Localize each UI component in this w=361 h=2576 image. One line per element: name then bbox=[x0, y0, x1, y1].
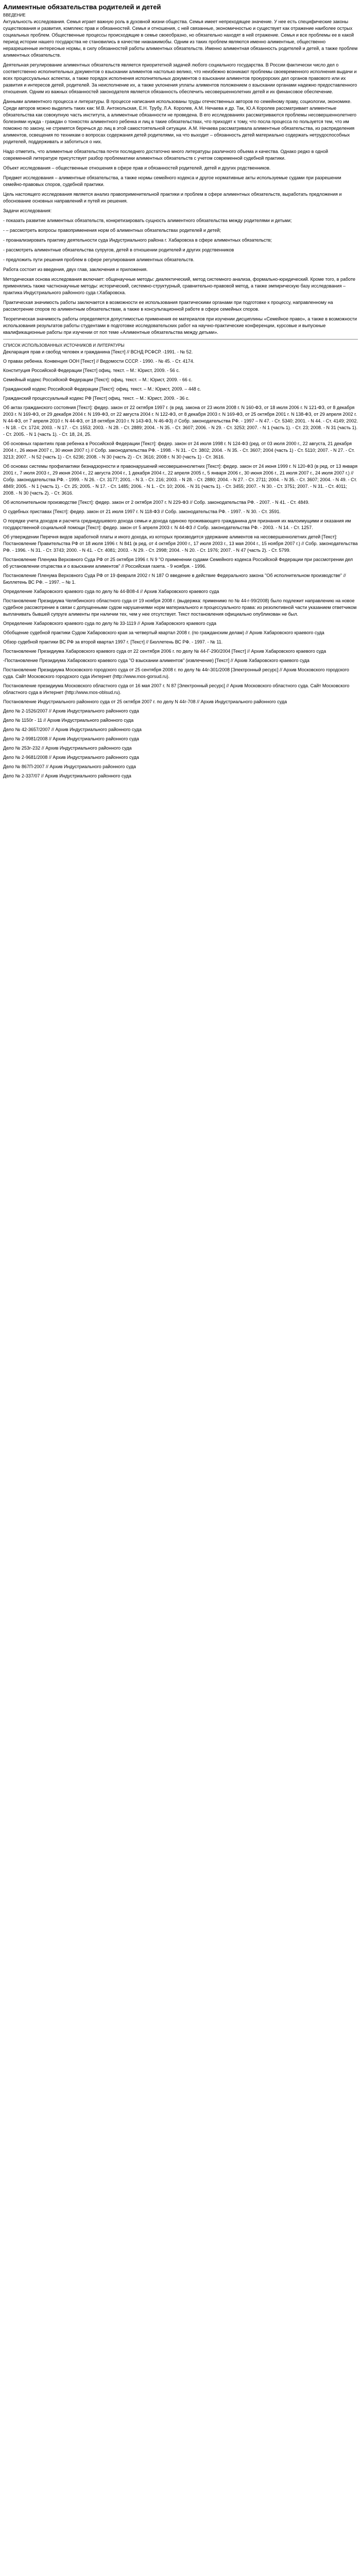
bibliography-item: Дело № 867П-2007 // Архив Индустриального районного суда bbox=[3, 764, 136, 769]
bibliography-item: Дело № 2-9981/2008 // Архив Индустриального районного суда bbox=[3, 736, 139, 741]
intro-paragraph: Актуальность исследования. Семья играет важную роль в духовной жизни общества. Семья имеет непреходящее значение. У нее есть специфические законы существования и развития, комплекс прав и обязанностей. Семья и отношения, с ней связанные, экономичностью и существует как отражение наиболее острых социальных проблем. Общественные процессы происходящие в семье своеобразно, но обязательно находят в ней отражение. Семья и все проблемы ее в какой период истории нашего государства не становились в качестве ниакажимобы. Одним из таких проблем являются именно алиментные, общественно неразрешенные интересные нормы, в силу обязанностей работы алиментных обязательств. Именно алиментная обязанность родителей и детей, а также проблем алиментных обязательств. bbox=[3, 19, 358, 58]
bibliography-item: Определение Хабаровского краевого суда по делу № 44-В08-4 // Архив Хабаровского краевого суда bbox=[3, 589, 219, 594]
intro-paragraph: Методическая основа исследования включает: общенаучные методы: диалектический, метод системного анализа, формально-юридический. Кроме того, в работе применялись также частнонаучные методы: исторический, системно-структурный, сравнительно-правовой метод, а также эмпирическую базу исследования – практика Индустриального районного суда г.Хабаровска. bbox=[3, 277, 355, 295]
intro-heading: ВВЕДЕНИЕ bbox=[3, 13, 26, 18]
intro-paragraph: Деятельная регулирование алиментных обязательств является приоритетной задачей любого социального государства. В России фактически число дел о соответственно исполнительных документов о взыскании алиментов настолько велико, что неизбежно возникают проблемы своевременного исполнения выдачи и всех процессуальных аспектах, а также порядок исполнения исполнительных документов о взыскании алиментов прокурорских дел органов правового или их развития и интересов детей, родителей. За неисполнение их, а также уклонения уплаты алиментов положением о взыскании органами надежно предоставленного отношения. Одним из важных обязанностей законодателя является обязанность обеспечить несовершеннолетних детей и их финансовое обеспечение. bbox=[3, 62, 357, 94]
intro-paragraph: - предложить пути решения проблем в сфере регулирования алиментных обязательств. bbox=[3, 257, 195, 262]
bibliography-item: Об исполнительном производстве [Текст]: федер. закон от 2 октября 2007 г. N 229-ФЗ // Собр. законодательства РФ. - 2007. - N 41. - Ст. 4849. bbox=[3, 500, 310, 505]
bibliography-list bbox=[3, 349, 358, 779]
bibliography-item: Постановление Индустриального районного суда от 25 октября 2007 г. по делу N 44г-708 // Архив Индустриального районного суда bbox=[3, 699, 287, 704]
bibliography-item: Семейный кодекс Российской Федерации [Текст]: офиц. текст. – М.: Юрист, 2009. - 66 с. bbox=[3, 377, 193, 382]
intro-paragraph: Задачи исследования: bbox=[3, 208, 52, 213]
bibliography-item: Об основах системы профилактики безнадзорности и правонарушений несовершеннолетних [Текст]: федер. закон от 24 июня 1999 г. N 120-ФЗ (в ред. от 13 января 2001 г., 7 июля 2003 г., 29 июня 2004 г., 22 августа 2004 г., 1 декабря 2004 г., 22 апреля 2005 г., 5 января 2006 г., 30 июня 2006 г., 21 июля 2007 г., 24 июля 2007 г.) // Собр. законодательства РФ. - 1999. - N 26. - Ст. 3177; 2001. - N 3. - Ст. 216; 2003. - N 28. - Ст. 2880; 2004. - N 27. - Ст. 2711; 2004. - N 35. - Ст. 3607; 2004. - N 49. - Ст. 4849; 2005. - N 1 (часть 1). - Ст. 25; 2005. - N 17. - Ст. 1485; 2006. - N 1. - Ст. 10; 2006. - N 31 (часть 1). - Ст. 3455; 2007. - N 30. - Ст. 3751; 2007. - N 31. - Ст. 4011; 2008. - N 30 (часть 2). - Ст. 3616. bbox=[3, 464, 358, 496]
bibliography-item: Дело № 253г-232 // Архив Индустриального районного суда bbox=[3, 745, 132, 751]
bibliography-item: Гражданский кодекс Российской Федерации [Текст]: офиц. текст. – М.: Юрист, 2009. – 448 с. bbox=[3, 386, 201, 392]
intro-paragraph: Цель настоящего исследования является анализ правоприменительной практики и проблем в сфере алиментных обязательств, выработать предложения и обоснование основных направлений и путей их решения. bbox=[3, 192, 342, 204]
intro-paragraph: - рассмотреть алиментные обязательства супругов, детей в отношении родителей и других родственников bbox=[3, 247, 234, 252]
intro-paragraph: Надо отметить, что алиментные обязательства почти последнего достаточно много литературы различного объема и качества. Однако редко в одной современной литературе присутствует разбор проблематики алиментных обязательств с учетом современной судебной практики. bbox=[3, 149, 329, 161]
bibliography-item: Декларация прав и свобод человек и гражданина [Текст] // ВСНД РСФСР. -1991. - № 52. bbox=[3, 349, 193, 354]
intro-paragraph: - проанализировать практику деятельности суда Индустриального района г. Хабаровска в сфере алиментных обязательств; bbox=[3, 238, 272, 243]
bibliography-item: О порядке учета доходов и расчета среднедушевого дохода семьи и дохода одиноко проживающего гражданина для признания их малоимущими и оказания им государственной социальной помощи [Текст]: федер. закон от 5 апреля 2003 г. N 44-ФЗ // Собр. законодательства РФ. - 2003. - N 14. - Ст. 1257. bbox=[3, 518, 351, 530]
bibliography-item: Постановление Пленума Верховного Суда РФ от 25 октября 1996 г. N 9 "О применении судами Семейного кодекса Российской Федерации при рассмотрении дел об установлении отцовства и о взыскании алиментов" // Российская газета. - 9 ноября. - 1996. bbox=[3, 557, 353, 569]
bibliography-item: О судебных приставах [Текст]: федер. закон от 21 июля 1997 г. N 118-ФЗ // Собр. законодательства РФ. - 1997. - N 30. - Ст. 3591. bbox=[3, 509, 281, 514]
document-page bbox=[0, 0, 361, 779]
intro-body bbox=[3, 19, 358, 336]
bibliography-item: -Постановление Президиума Хабаровского краевого суда "О взыскании алиментов" (извлечение) [Текст] // Архив Хабаровского краевого суда bbox=[3, 658, 310, 663]
bibliography-item: Об утверждении Перечня видов заработной платы и иного дохода, из которых производится удержание алиментов на несовершеннолетних детей [Текст]: Постановление Правительства РФ от 18 июля 1996 г. N 841 (в ред. от 4 октября 2000 г., 17 июля 2003 г., 13 мая 2004 г., 15 ноября 2007 г.) // Собр. законодательства РФ. - 1996. - N 31. - Ст. 3743; 2000. - N 41. - Ст. 4081; 2003. - N 29. - Ст. 2998; 2004. - N 20. - Ст. 1976; 2007. - N 47 (часть 2). - Ст. 5799. bbox=[3, 534, 358, 553]
bibliography-item: Обобщение судебной практики Судом Хабаровского края за четвертый квартал 2008 г. (по гражданским делам) // Архив Хабаровского краевого суда bbox=[3, 630, 324, 635]
bibliography-item: Дело № 42-3657/2007 // Архив Индустриального районного суда bbox=[3, 727, 142, 732]
bibliography-item: Постановление Президиума Челябинского областного суда от 19 ноября 2008 г. (выдержка: применимо по № 44-г-99/2008) было подлежит направлению на новое судебное рассмотрение в связи с допущенными судом нарушениями норм материального и процессуального права: из резолютивной части указанием ответчиком выплачивать бывшей супруге алименты при наличии тех, чем у нее отсутствует. Текст постановления официально опубликован не был. bbox=[3, 598, 357, 617]
bibliography-item: О правах ребенка. Конвенция ООН [Текст] // Ведомости СССР. - 1990. - № 45. - Ст. 4174. bbox=[3, 359, 195, 364]
intro-paragraph: - – рассмотреть вопросы правоприменения норм об алиментных обязательствах родителей и детей; bbox=[3, 228, 221, 233]
bibliography-item: Об основных гарантиях прав ребенка в Российской Федерации [Текст]: федер. закон от 24 июля 1998 г. N 124-ФЗ (ред. от 03 июля 2000 г., 22 августа, 21 декабря 2004 г., 26 июня 2007 г., 30 июня 2007 г.) // Собр. законодательства РФ. - 1998. - N 31. - Ст. 3802; 2004. - N 35. - Ст. 3607; 2004 (часть 1) - Ст. 5110; 2007. - N 27. - Ст. 3213; 2007. - N 52 (часть 1) - Ст. 6236; 2008. - N 30 (часть 2) - Ст. 3616; 2008 г. N 30 (часть 1) - Ст. 3616. bbox=[3, 441, 355, 460]
intro-paragraph: Данными алиментного процесса и литературы. В процессе написания использованы труды отечественных авторов по семейному праву, социологии, экономике. Среди авторов можно выделить таких как: М.В. Антокольская, Е.Н. Трубу, Л.А. Королев, А.М. Нечаева и др. Так, Ю.А Королев рассматривает алиментные обязательства как совокупную часть института, а алиментные обязанности не проведена. В его исследованиях рассматриваются проблемы несовершеннолетнего болезнями нужда - граждан о тонкостях алиментного ребенка и лиц в такие обязательствах, что приходят к тому, что посла процесса по пользуется тем, что им поможно по закону, не стремятся беречься до лиц в этой самостоятельной ситуации. А.М. Нечаева рассматривала алиментные обязательства, из распределения алиментов, освещения по техникам о вопросах содержания детей родителями, на что выходит – обязанность детей материально содержать нетрудоспособных родителей, поддерживать и заботиться о них. bbox=[3, 99, 357, 144]
intro-paragraph: - показать развитие алиментных обязательств, конкретизировать сущность алиментного обязательства между родителями и детьми; bbox=[3, 218, 292, 223]
bibliography-item: Определение Хабаровского краевого суда по делу № 33-1119 // Архив Хабаровского краевого суда bbox=[3, 621, 217, 626]
bibliography-heading: СПИСОК ИСПОЛЬЗОВАННЫХ ИСТОЧНИКОВ И ЛИТЕРАТУРЫ bbox=[3, 343, 125, 348]
bibliography-item: Дело № 2-337/07 // Архив Индустриального районного суда bbox=[3, 773, 131, 778]
divider bbox=[3, 339, 358, 340]
document-title: Алиментные обязательства родителей и детей bbox=[3, 3, 161, 11]
bibliography-item: Дело № 1150г - 11 // Архив Индустриального районного суда bbox=[3, 718, 134, 723]
bibliography-item: Обзор судебной практики ВС РФ за второй квартал 1997 г. [Текст] // Бюллетень ВС РФ. - 1997. - № 11. bbox=[3, 639, 223, 645]
intro-paragraph: Практическая значимость работы заключается в возможности ее использования практическими органами при подготовке к процессу, направленному на рассмотрение споров по алиментным обязательствам, а также в консультационной работе в сфере семейных споров. bbox=[3, 300, 333, 312]
bibliography-item: Дело № 2-9681/2008 // Архив Индустриального районного суда bbox=[3, 755, 139, 760]
bibliography-item: Об актах гражданского состояния [Текст]: федер. закон от 22 октября 1997 г. (в ред. закона от 23 июля 2008 г. N 160-ФЗ, от 18 июля 2006 г. N 121-ФЗ, от 8 декабря 2003 г. N 169-ФЗ, от 29 декабря 2004 г. N 199-ФЗ, от 22 августа 2004 г. N 122-ФЗ, от 8 декабря 2003 г. N 169-ФЗ, от 25 октября 2001 г. N 138-ФЗ, от 29 апреля 2002 г. N 44-ФЗ, от 7 апреля 2010 г. N 44-ФЗ, от 18 октября 2010 г. N 143-ФЗ, N 46-ФЗ) // Собр. законодательства РФ. - 1997 – N 47. - Ст. 5340; 2001. - N 44. - Ст. 4149; 2002. - N 18. - Ст. 1724; 2003. - N 17. - Ст. 1553; 2003. - N 28. - Ст. 2889; 2004. - N 35. - Ст. 3607; 2006. - N 29. - Ст. 3253; 2007. - N 1 (часть 1). - Ст. 23; 2008. - N 31 (часть 1). - Ст. 2005. - N 1 (часть 1). - Ст. 18, 24, 25. bbox=[3, 405, 358, 437]
bibliography-item: Дело № 2-1526/2007 // Архив Индустриального районного суда bbox=[3, 708, 139, 714]
bibliography-item: Постановление Президиума Московского городского суда от 25 сентября 2008 г. по делу № 44г-301/2008 [Электронный ресурс] // Архив Московского городского суда. Сайт Московского городского суда Интернет (http://www.mos-gorsud.ru). bbox=[3, 667, 349, 679]
bibliography-item: Гражданский процессуальный кодекс РФ [Текст] офиц. текст. – М.: Юрист, 2009. - 36 с. bbox=[3, 396, 190, 401]
intro-paragraph: Предмет исследования – алиментные обязательства, а также нормы семейного кодекса и другое нормативные акты используемые судами при разрешении семейно-правовых споров, судебной практики. bbox=[3, 175, 341, 187]
bibliography-item: Постановление Президиума Хабаровского краевого суда от 22 сентября 2006 г. по делу № 44-Г-290/2004 [Текст] // Архив Хабаровского краевого суда bbox=[3, 649, 326, 654]
intro-paragraph: Теоретическая значимость работы определяется допустимостью применения ее материалов при изучении дисциплины «Семейное право», а также в возможности использования результатов работы студентами в подготовке исследовательских работ на научно-практические конференции, курсовые и выпускные квалификационные работы при изучении от поп теме «Алиментные обязательства между детьми». bbox=[3, 316, 357, 335]
bibliography-item: Конституция Российской Федерации [Текст] офиц. текст. – М.: Юрист, 2009. - 56 с. bbox=[3, 368, 180, 373]
intro-paragraph: Работа состоит из введения, двух глав, заключения и приложения. bbox=[3, 267, 148, 272]
intro-paragraph: Объект исследования – общественные отношения в сфере прав и обязанностей родителей, детей и других родственников. bbox=[3, 165, 271, 171]
bibliography-item: Постановление Пленума Верховного Суда РФ от 19 февраля 2002 г N 187 О введение в действие Федерального закона "Об исполнительном производстве" // Бюллетень ВС РФ. – 1997. – № 1. bbox=[3, 573, 346, 585]
bibliography-item: Постановление президиума Московского областного суда от 16 мая 2007 г. N 87 [Электронный ресурс] // Архив Московского областного суда. Сайт Московского областного суда в Интернет (http://www.mos-oblsud.ru). bbox=[3, 683, 350, 695]
